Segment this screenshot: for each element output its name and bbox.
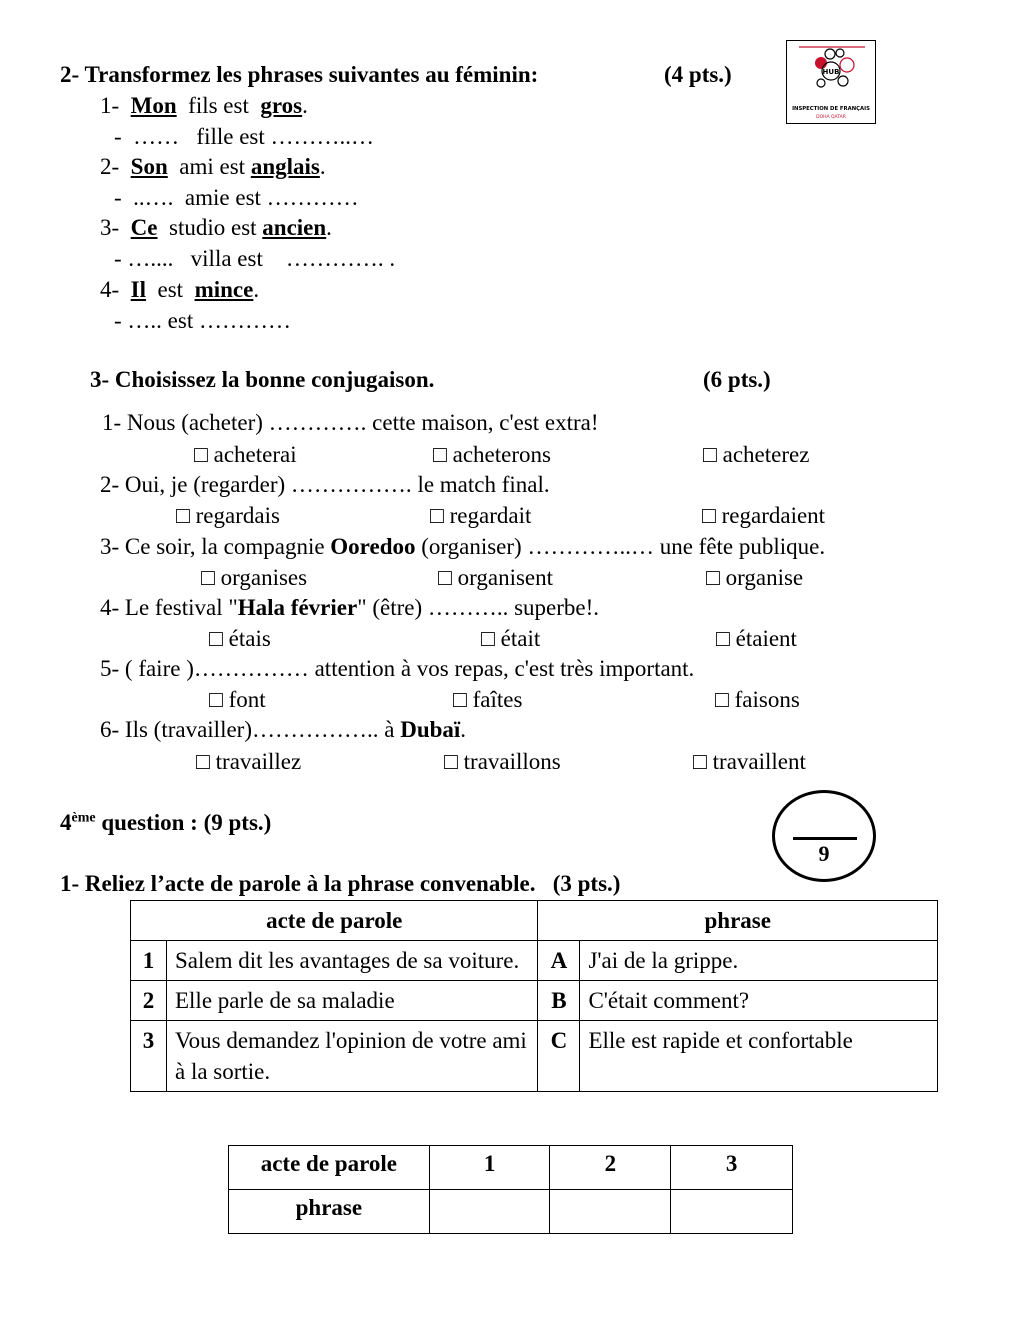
section4-title: 4ème question : (9 pts.)	[60, 810, 272, 835]
s3-question-4: 4- Le festival "Hala février" (être) ……….. superbe!.	[100, 595, 600, 620]
s3-q3-option-1[interactable]: □ organises	[201, 565, 308, 590]
s3-q5-option-1[interactable]: □ font	[209, 687, 266, 712]
svg-text:HUB: HUB	[822, 68, 840, 76]
score-line	[793, 837, 857, 840]
answer-input-1[interactable]	[429, 1190, 550, 1234]
row-letter: C	[538, 1021, 580, 1092]
s3-q5-option-3[interactable]: □ faisons	[715, 687, 800, 712]
row-number: 2	[131, 981, 167, 1021]
s3-question-3: 3- Ce soir, la compagnie Ooredoo (organiser) …………..… une fête publique.	[100, 534, 826, 559]
s3-q5-option-2[interactable]: □ faîtes	[453, 687, 523, 712]
answer-row-phrase	[229, 1190, 793, 1234]
answer-label-acte: acte de parole	[229, 1146, 430, 1190]
section2-points: (4 pts.)	[664, 62, 732, 87]
s2-item-2: 2- Son ami est anglais.	[100, 154, 326, 179]
s2-answer-4: - ….. est …………	[114, 308, 291, 333]
s2-answer-1: - …… fille est ………..…	[114, 124, 375, 149]
matching-table	[130, 900, 938, 1092]
answer-col-1: 1	[429, 1146, 550, 1190]
header-acte: acte de parole	[131, 901, 538, 941]
section3-points: (6 pts.)	[703, 367, 771, 392]
section3-title: 3- Choisissez la bonne conjugaison.	[90, 367, 435, 392]
score-total: 9	[818, 841, 830, 866]
acte-cell: Elle parle de sa maladie	[166, 981, 537, 1021]
s3-q2-option-2[interactable]: □ regardait	[430, 503, 532, 528]
s3-q1-option-1[interactable]: □ acheterai	[194, 442, 297, 467]
s3-question-2: 2- Oui, je (regarder) ……………. le match final.	[100, 472, 550, 497]
s3-q6-option-3[interactable]: □ travaillent	[693, 749, 806, 774]
logo-circles-icon	[787, 41, 875, 123]
row-number: 1	[131, 941, 167, 981]
s2-answer-2: - ..…. amie est …………	[114, 185, 359, 210]
s2-item-3: 3- Ce studio est ancien.	[100, 215, 332, 240]
s3-question-6: 6- Ils (travailler)…………….. à Dubaï.	[100, 717, 467, 742]
table-row	[131, 981, 938, 1021]
phrase-cell: Elle est rapide et confortable	[580, 1021, 938, 1092]
s2-answer-3: - ….... villa est …………. .	[114, 246, 396, 271]
phrase-cell: C'était comment?	[580, 981, 938, 1021]
answer-input-2[interactable]	[550, 1190, 671, 1234]
s2-item-1: 1- Mon fils est gros.	[100, 93, 308, 118]
s3-q6-option-2[interactable]: □ travaillons	[444, 749, 561, 774]
s3-q3-option-2[interactable]: □ organisent	[438, 565, 554, 590]
matching-header-row	[131, 901, 938, 941]
answer-row-acte	[229, 1146, 793, 1190]
acte-cell: Vous demandez l'opinion de votre ami à la sortie.	[166, 1021, 537, 1092]
s3-q3-option-3[interactable]: □ organise	[706, 565, 804, 590]
score-circle	[772, 790, 876, 882]
table-row	[131, 1021, 938, 1092]
svg-text:INSPECTION DE FRANÇAIS: INSPECTION DE FRANÇAIS	[792, 106, 870, 112]
row-letter: A	[538, 941, 580, 981]
q1-title: 1- Reliez l’acte de parole à la phrase convenable. (3 pts.)	[60, 871, 621, 896]
s3-q6-option-1[interactable]: □ travaillez	[196, 749, 302, 774]
answer-col-2: 2	[550, 1146, 671, 1190]
inspection-logo	[786, 40, 876, 124]
answer-table	[228, 1145, 793, 1234]
s3-q2-option-1[interactable]: □ regardais	[176, 503, 280, 528]
s3-q1-option-2[interactable]: □ acheterons	[433, 442, 551, 467]
row-number: 3	[131, 1021, 167, 1092]
s2-item-4: 4- Il est mince.	[100, 277, 260, 302]
table-row	[131, 941, 938, 981]
s3-q4-option-3[interactable]: □ étaient	[716, 626, 797, 651]
acte-cell: Salem dit les avantages de sa voiture.	[166, 941, 537, 981]
s3-q4-option-2[interactable]: □ était	[481, 626, 541, 651]
row-letter: B	[538, 981, 580, 1021]
phrase-cell: J'ai de la grippe.	[580, 941, 938, 981]
svg-text:DOHA QATAR: DOHA QATAR	[816, 115, 846, 120]
header-phrase: phrase	[538, 901, 938, 941]
answer-input-3[interactable]	[671, 1190, 793, 1234]
s3-question-5: 5- ( faire )…………… attention à vos repas, c'est très important.	[100, 656, 695, 681]
s3-q1-option-3[interactable]: □ acheterez	[703, 442, 810, 467]
s3-q2-option-3[interactable]: □ regardaient	[702, 503, 826, 528]
s3-question-1: 1- Nous (acheter) …………. cette maison, c'est extra!	[102, 410, 599, 435]
answer-label-phrase: phrase	[229, 1190, 430, 1234]
answer-col-3: 3	[671, 1146, 793, 1190]
s3-q4-option-1[interactable]: □ étais	[209, 626, 271, 651]
section2-title: 2- Transformez les phrases suivantes au féminin:	[60, 62, 539, 87]
